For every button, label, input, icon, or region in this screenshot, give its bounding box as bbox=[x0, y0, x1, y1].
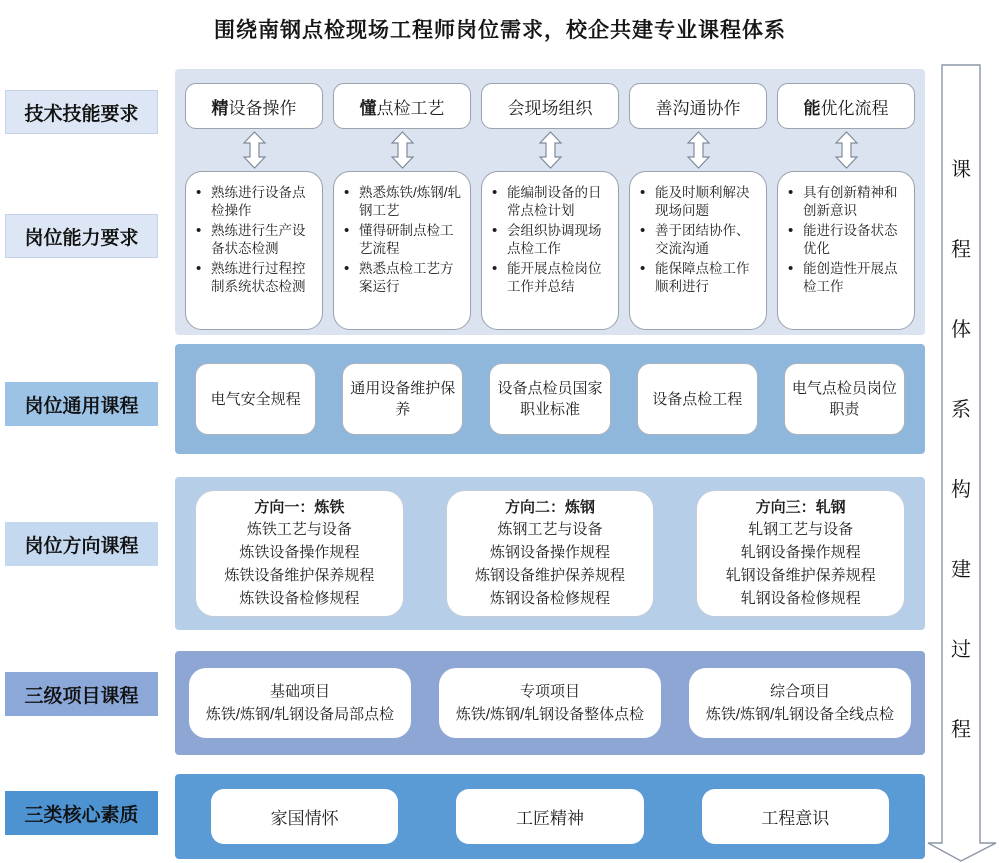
project-box-basic: 基础项目 炼铁/炼钢/轧钢设备局部点检 bbox=[189, 668, 411, 738]
double-arrow-icon bbox=[777, 130, 915, 170]
side-label-direction bbox=[5, 522, 158, 566]
course-box-job-duty: 电气点检员岗位职责 bbox=[784, 363, 905, 435]
ability-box-process bbox=[333, 171, 471, 330]
direction-courses-row bbox=[175, 490, 925, 617]
ability-item: • 能及时顺利解决现场问题 bbox=[638, 184, 761, 220]
ability-item: • 熟悉炼铁/炼钢/轧钢工艺 bbox=[342, 184, 465, 220]
double-arrow-icon bbox=[481, 130, 619, 170]
ability-box-planning bbox=[481, 171, 619, 330]
process-arrow-label: 课 程 体 系 构 建 过 程 bbox=[951, 159, 971, 741]
skill-box-communication: 善沟通协作 bbox=[629, 83, 767, 129]
ability-item: • 熟练进行设备点检操作 bbox=[194, 184, 317, 220]
side-label-ability bbox=[5, 214, 158, 258]
band-project-courses bbox=[175, 651, 925, 755]
ability-item: • 懂得研制点检工艺流程 bbox=[342, 222, 465, 258]
ability-box-innovation bbox=[777, 171, 915, 330]
double-arrow-icon bbox=[185, 130, 323, 170]
course-box-inspection-eng: 设备点检工程 bbox=[637, 363, 758, 435]
ability-item: • 熟练进行生产设备状态检测 bbox=[194, 222, 317, 258]
side-label-text: 岗位能力要求 bbox=[24, 227, 139, 249]
project-box-special: 专项项目 炼铁/炼钢/轧钢设备整体点检 bbox=[439, 668, 661, 738]
quality-box-patriotism: 家国情怀 bbox=[211, 789, 398, 844]
course-box-electrical-safety: 电气安全规程 bbox=[195, 363, 316, 435]
ability-item: • 善于团结协作、交流沟通 bbox=[638, 222, 761, 258]
direction-box-steelmaking: 方向二：炼钢 炼钢工艺与设备 炼钢设备操作规程 炼钢设备维护保养规程 炼钢设备检修规程 bbox=[446, 490, 655, 617]
double-arrows-row bbox=[175, 130, 925, 170]
abilities-row bbox=[175, 171, 925, 330]
diagram-title: 围绕南钢点检现场工程师岗位需求，校企共建专业课程体系 bbox=[214, 19, 786, 42]
side-label-text: 三类核心素质 bbox=[24, 804, 139, 826]
skill-box-optimization: 能优化流程 bbox=[777, 83, 915, 129]
side-label-general bbox=[5, 382, 158, 426]
ability-item: • 能进行设备状态优化 bbox=[786, 222, 909, 258]
general-courses-row bbox=[175, 363, 925, 435]
side-label-text: 岗位通用课程 bbox=[24, 395, 139, 417]
ability-box-teamwork bbox=[629, 171, 767, 330]
side-label-text: 技术技能要求 bbox=[24, 103, 139, 125]
band-direction-courses bbox=[175, 477, 925, 630]
course-box-national-standard: 设备点检员国家职业标准 bbox=[489, 363, 610, 435]
quality-box-craftsman: 工匠精神 bbox=[456, 789, 643, 844]
panel-requirements bbox=[175, 69, 925, 335]
skills-row bbox=[175, 83, 925, 129]
ability-box-equipment bbox=[185, 171, 323, 330]
skill-box-inspection: 懂点检工艺 bbox=[333, 83, 471, 129]
quality-box-engineering: 工程意识 bbox=[702, 789, 889, 844]
ability-item: • 能开展点检岗位工作并总结 bbox=[490, 260, 613, 296]
double-arrow-icon bbox=[629, 130, 767, 170]
skill-box-organization: 会现场组织 bbox=[481, 83, 619, 129]
core-qualities-row bbox=[175, 789, 925, 844]
ability-item: • 会组织协调现场点检工作 bbox=[490, 222, 613, 258]
direction-box-rolling: 方向三：轧钢 轧钢工艺与设备 轧钢设备操作规程 轧钢设备维护保养规程 轧钢设备检修规程 bbox=[696, 490, 905, 617]
project-box-comprehensive: 综合项目 炼铁/炼钢/轧钢设备全线点检 bbox=[689, 668, 911, 738]
project-courses-row bbox=[175, 668, 925, 738]
double-arrow-icon bbox=[333, 130, 471, 170]
side-label-text: 三级项目课程 bbox=[24, 685, 139, 707]
course-box-maintenance: 通用设备维护保养 bbox=[342, 363, 463, 435]
ability-item: • 能编制设备的日常点检计划 bbox=[490, 184, 613, 220]
side-label-project bbox=[5, 672, 158, 716]
skill-box-equipment: 精设备操作 bbox=[185, 83, 323, 129]
ability-item: • 具有创新精神和创新意识 bbox=[786, 184, 909, 220]
ability-item: • 能创造性开展点检工作 bbox=[786, 260, 909, 296]
direction-box-ironmaking: 方向一：炼铁 炼铁工艺与设备 炼铁设备操作规程 炼铁设备维护保养规程 炼铁设备检修规程 bbox=[195, 490, 404, 617]
ability-item: • 能保障点检工作顺利进行 bbox=[638, 260, 761, 296]
side-label-core bbox=[5, 791, 158, 835]
side-label-text: 岗位方向课程 bbox=[24, 535, 139, 557]
ability-item: • 熟悉点检工艺方案运行 bbox=[342, 260, 465, 296]
side-label-tech-skill bbox=[5, 90, 158, 134]
band-general-courses bbox=[175, 344, 925, 454]
ability-item: • 熟练进行过程控制系统状态检测 bbox=[194, 260, 317, 296]
band-core-qualities bbox=[175, 774, 925, 859]
